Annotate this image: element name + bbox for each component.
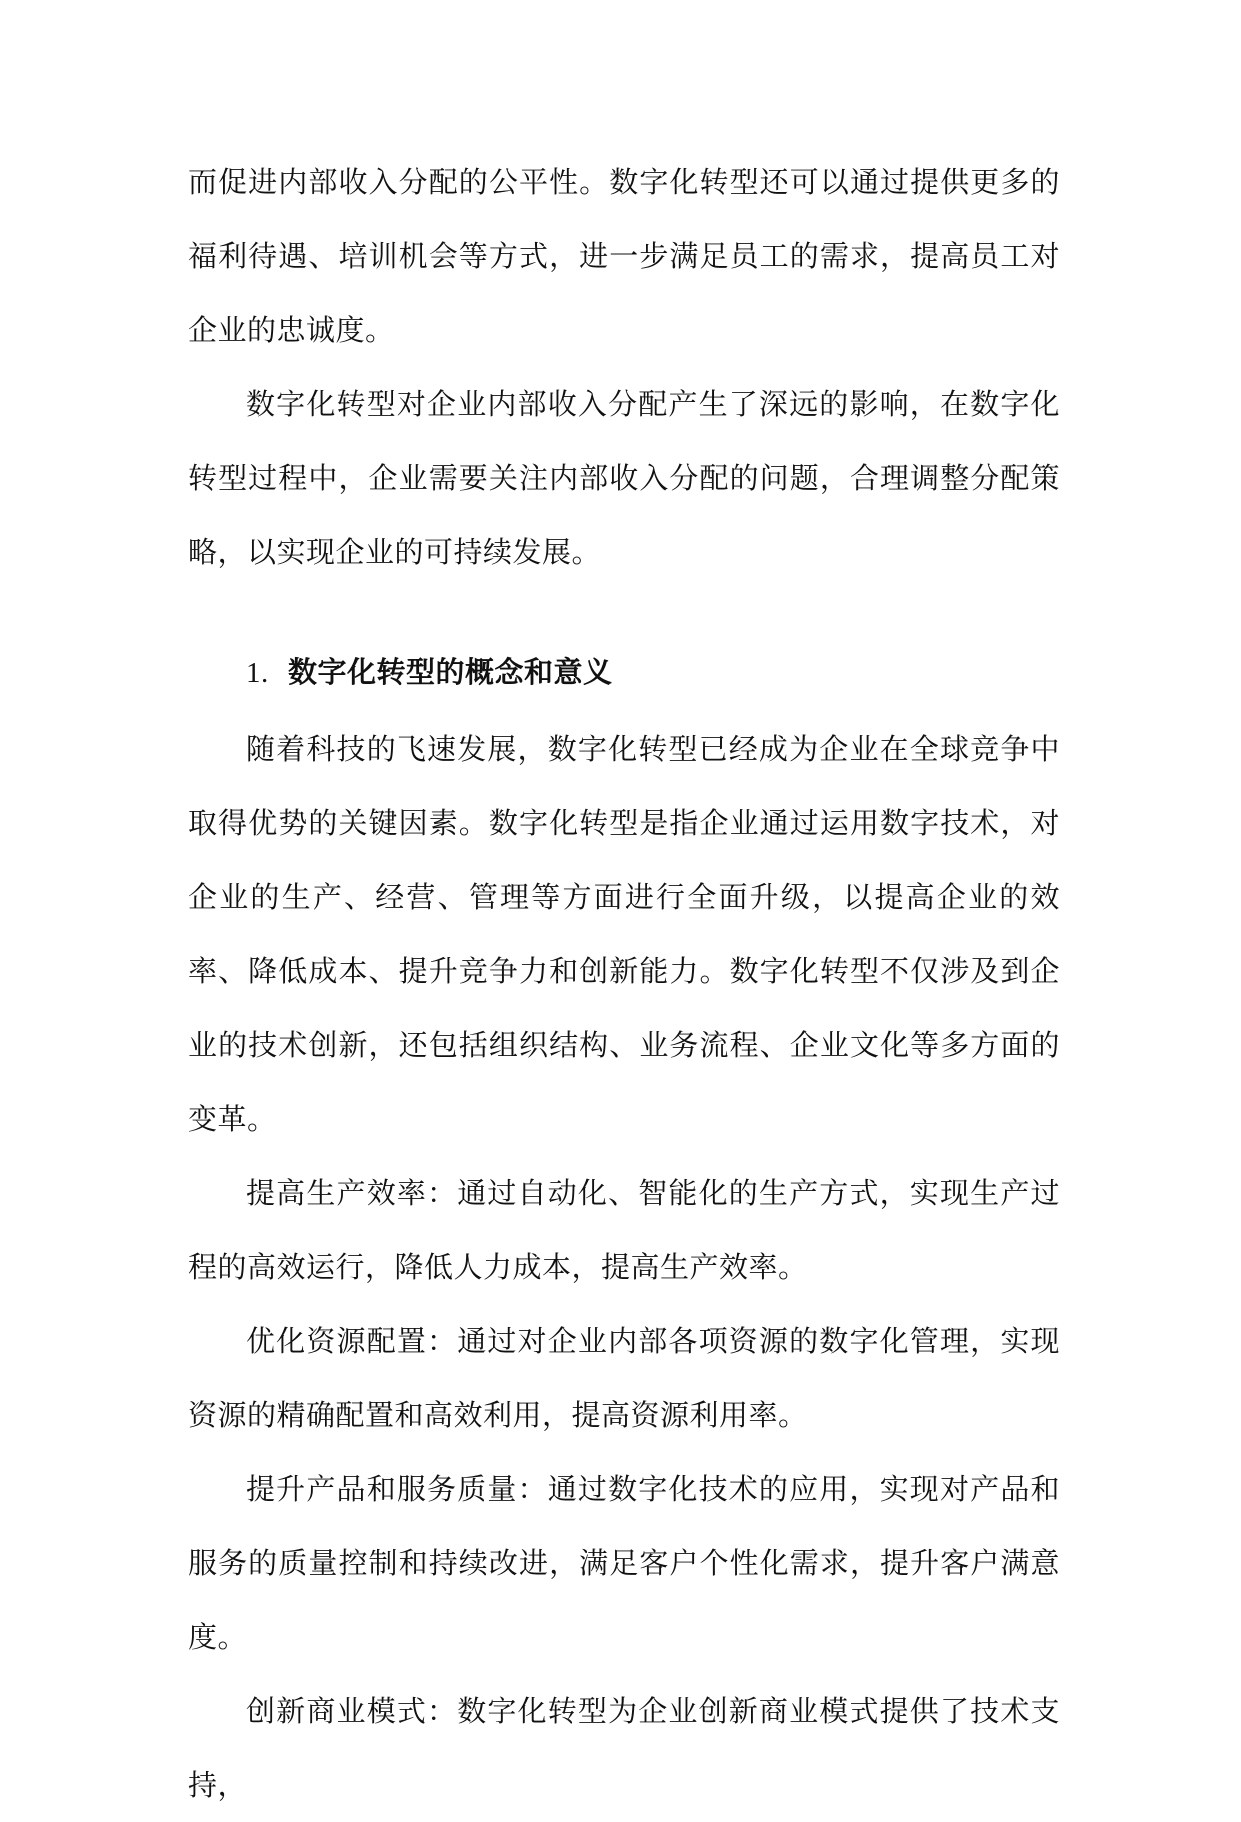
paragraph-resource-allocation: 优化资源配置：通过对企业内部各项资源的数字化管理，实现资源的精确配置和高效利用，提高资源利用率。	[188, 1324, 1060, 1432]
paragraph-business-model: 创新商业模式：数字化转型为企业创新商业模式提供了技术支持，	[188, 1694, 1060, 1802]
section-heading	[188, 635, 1060, 710]
section-number: 1.	[246, 657, 269, 689]
section-title: 数字化转型的概念和意义	[288, 655, 613, 689]
paragraph-summary: 数字化转型对企业内部收入分配产生了深远的影响，在数字化转型过程中，企业需要关注内部收入分配的问题，合理调整分配策略，以实现企业的可持续发展。	[188, 387, 1060, 569]
paragraph-quality: 提升产品和服务质量：通过数字化技术的应用，实现对产品和服务的质量控制和持续改进，满足客户个性化需求，提升客户满意度。	[188, 1472, 1060, 1654]
body-text	[188, 145, 1060, 1822]
paragraph-production-efficiency: 提高生产效率：通过自动化、智能化的生产方式，实现生产过程的高效运行，降低人力成本，提高生产效率。	[188, 1176, 1060, 1284]
paragraph-continued: 而促进内部收入分配的公平性。数字化转型还可以通过提供更多的福利待遇、培训机会等方式，进一步满足员工的需求，提高员工对企业的忠诚度。	[188, 165, 1060, 347]
paragraph-intro: 随着科技的飞速发展，数字化转型已经成为企业在全球竞争中取得优势的关键因素。数字化转型是指企业通过运用数字技术，对企业的生产、经营、管理等方面进行全面升级，以提高企业的效率、降低成本、提升竞争力和创新能力。数字化转型不仅涉及到企业的技术创新，还包括组织结构、业务流程、企业文化等多方面的变革。	[188, 732, 1060, 1136]
